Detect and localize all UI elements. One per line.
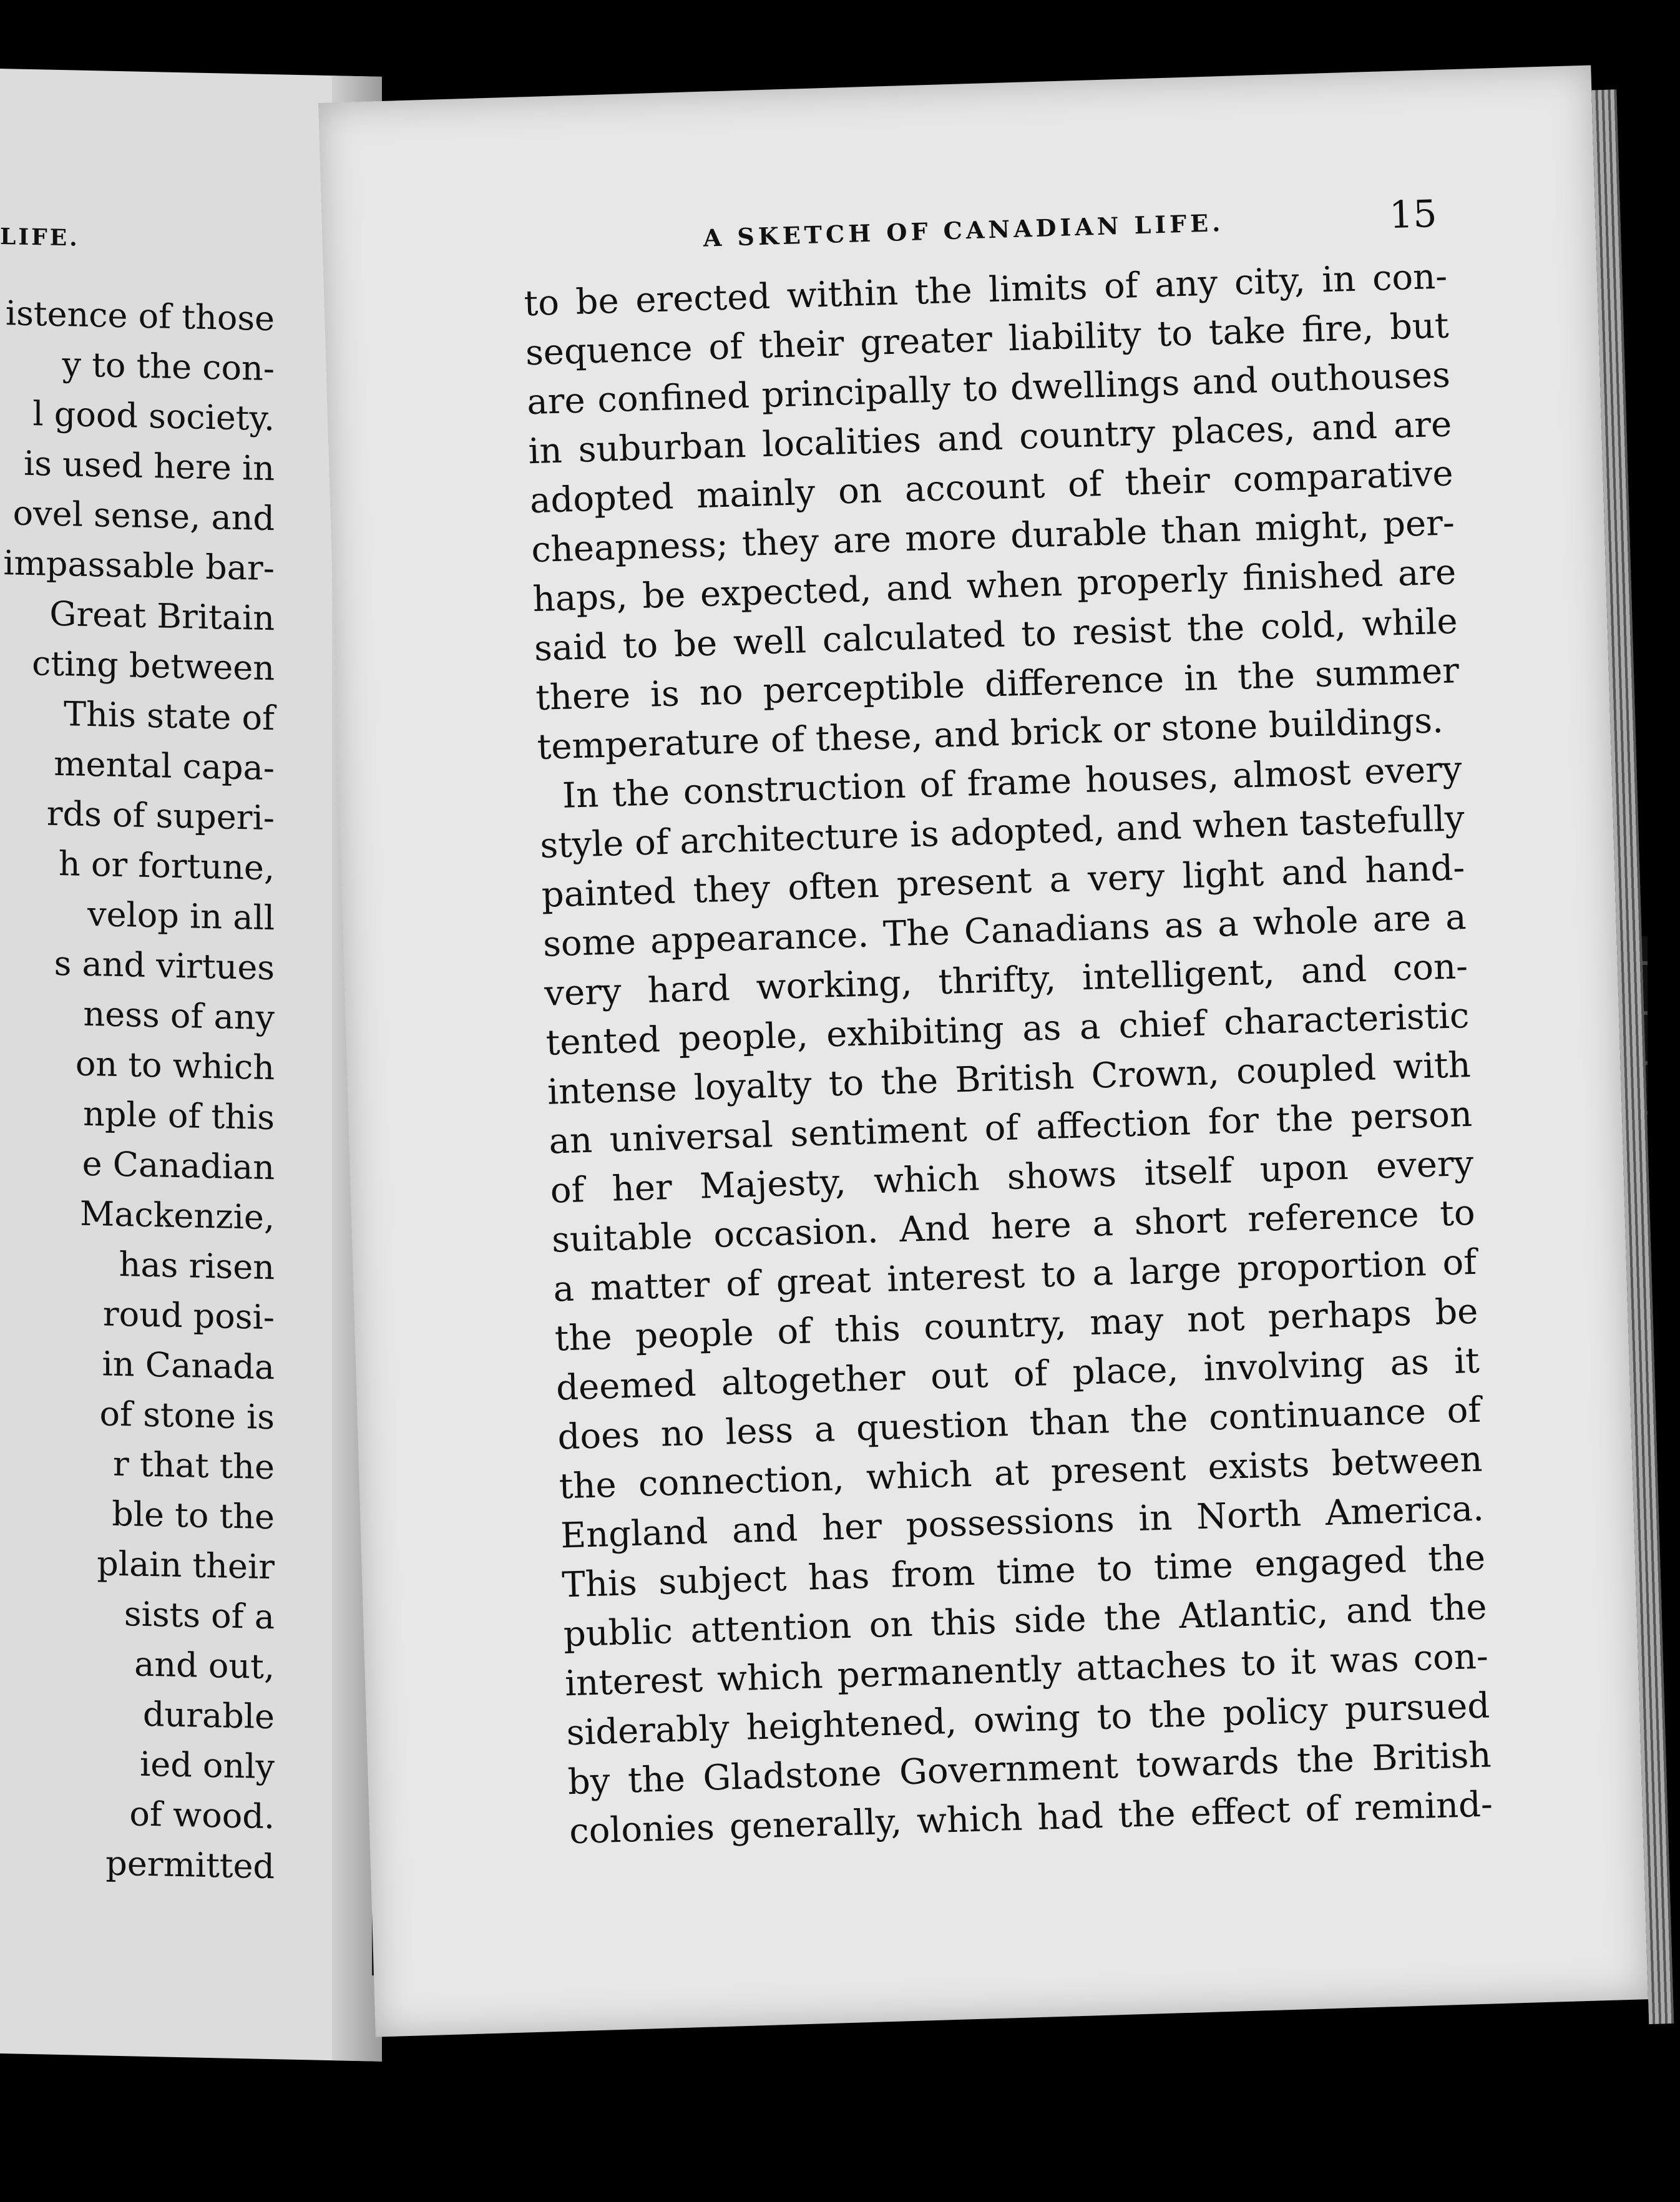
left-page <box>0 69 382 2062</box>
text-line: cheapness; they are more durable than might, per- <box>530 502 1455 571</box>
left-text-line: rds of superi- <box>46 793 275 838</box>
left-text-line: ness of any <box>83 994 275 1038</box>
left-text-line: s and virtues <box>54 943 275 988</box>
left-text-line: is used here in <box>23 443 275 489</box>
left-text-line: velop in all <box>87 894 275 938</box>
left-text-line: has risen <box>119 1244 275 1288</box>
left-text-line: roud posi- <box>102 1294 275 1338</box>
left-text-line: of wood. <box>129 1794 275 1837</box>
text-line: by the Gladstone Government towards the British <box>567 1735 1492 1803</box>
text-line: a matter of great interest to a large proportion of <box>552 1241 1477 1310</box>
left-text-line: Mackenzie, <box>79 1193 275 1238</box>
left-text-line: nple of this <box>83 1094 275 1138</box>
left-running-head: LIFE. <box>0 223 80 252</box>
text-line: does no less a question than the continuance of <box>557 1389 1482 1458</box>
text-line: In the construction of frame houses, almost every <box>562 749 1463 816</box>
left-text-line: on to which <box>75 1044 275 1088</box>
text-line: are confined principally to dwellings and outhouses <box>526 355 1451 423</box>
text-line: England and her possessions in North America. <box>560 1488 1485 1557</box>
left-text-line: of stone is <box>99 1394 275 1437</box>
left-text-line: This state of <box>64 694 275 738</box>
left-text-line: e Canadian <box>82 1143 275 1188</box>
text-line: an universal sentiment of affection for the person <box>548 1094 1473 1162</box>
text-line: colonies generally, which had the effect of remind- <box>569 1784 1493 1852</box>
text-line: siderably heightened, owing to the policy pursued <box>565 1685 1490 1754</box>
left-text-line: sists of a <box>124 1594 275 1637</box>
left-text-line: Great Britain <box>49 594 275 639</box>
right-page-edge <box>1591 89 1674 2024</box>
left-text-line: mental capa- <box>54 743 275 788</box>
left-text-line: h or fortune, <box>58 843 275 888</box>
text-line: to be erected within the limits of any city, in con- <box>523 256 1448 325</box>
text-line: of her Majesty, which shows itself upon every <box>549 1143 1475 1211</box>
text-line: painted they often present a very light and hand- <box>540 848 1466 916</box>
left-text-line: istence of those <box>5 293 275 339</box>
left-text-line: ied only <box>139 1744 275 1787</box>
left-text-line: in Canada <box>102 1344 275 1387</box>
left-text-line: permitted <box>105 1843 275 1887</box>
text-line: sequence of their greater liability to take fire, but <box>525 305 1450 374</box>
body-text <box>524 252 1493 1856</box>
text-line: some appearance. The Canadians as a whole are a <box>542 897 1467 965</box>
left-text-line: impassable bar- <box>3 543 275 589</box>
left-text-line: y to the con- <box>62 345 275 389</box>
text-line: there is no perceptible difference in the summer <box>535 650 1460 719</box>
text-line: very hard working, thrifty, intelligent, and con- <box>544 946 1468 1014</box>
running-head: A SKETCH OF CANADIAN LIFE. <box>703 208 1224 252</box>
left-text-line: ble to the <box>112 1494 275 1537</box>
text-line: suitable occasion. And here a short reference to <box>551 1192 1476 1261</box>
text-line: deemed altogether out of place, involving as it <box>555 1340 1480 1409</box>
text-line: said to be well calculated to resist the cold, while <box>534 601 1458 670</box>
left-text-line: plain their <box>97 1544 275 1587</box>
text-line: in suburban localities and country places, and are <box>527 404 1453 472</box>
left-text-line: l good society. <box>32 394 275 439</box>
text-line: style of architecture is adopted, and when tastefully <box>539 798 1465 866</box>
left-page-text <box>0 288 275 1892</box>
text-line: the people of this country, may not perhaps be <box>554 1291 1479 1359</box>
text-line: tented people, exhibiting as a chief characteristic <box>545 995 1470 1064</box>
text-line: This subject has from time to time engaged the <box>561 1537 1486 1606</box>
left-text-line: durable <box>142 1694 275 1737</box>
left-text-line: and out, <box>134 1644 275 1687</box>
text-line: the connection, which at present exists between <box>558 1439 1483 1507</box>
text-line: interest which permanently attaches to it was con- <box>564 1636 1489 1705</box>
left-text-line: cting between <box>32 643 275 688</box>
left-text-line: ovel sense, and <box>12 493 275 539</box>
text-line: temperature of these, and brick or stone buildings. <box>536 700 1444 768</box>
left-text-line: r that the <box>113 1444 275 1487</box>
text-line: public attention on this side the Atlantic, and the <box>563 1587 1488 1655</box>
text-line: intense loyalty to the British Crown, coupled with <box>547 1044 1472 1113</box>
right-page <box>318 65 1648 2037</box>
text-line: adopted mainly on account of their comparative <box>529 453 1454 522</box>
page-number: 15 <box>1389 192 1438 238</box>
text-line: haps, be expected, and when properly finished are <box>532 552 1457 620</box>
